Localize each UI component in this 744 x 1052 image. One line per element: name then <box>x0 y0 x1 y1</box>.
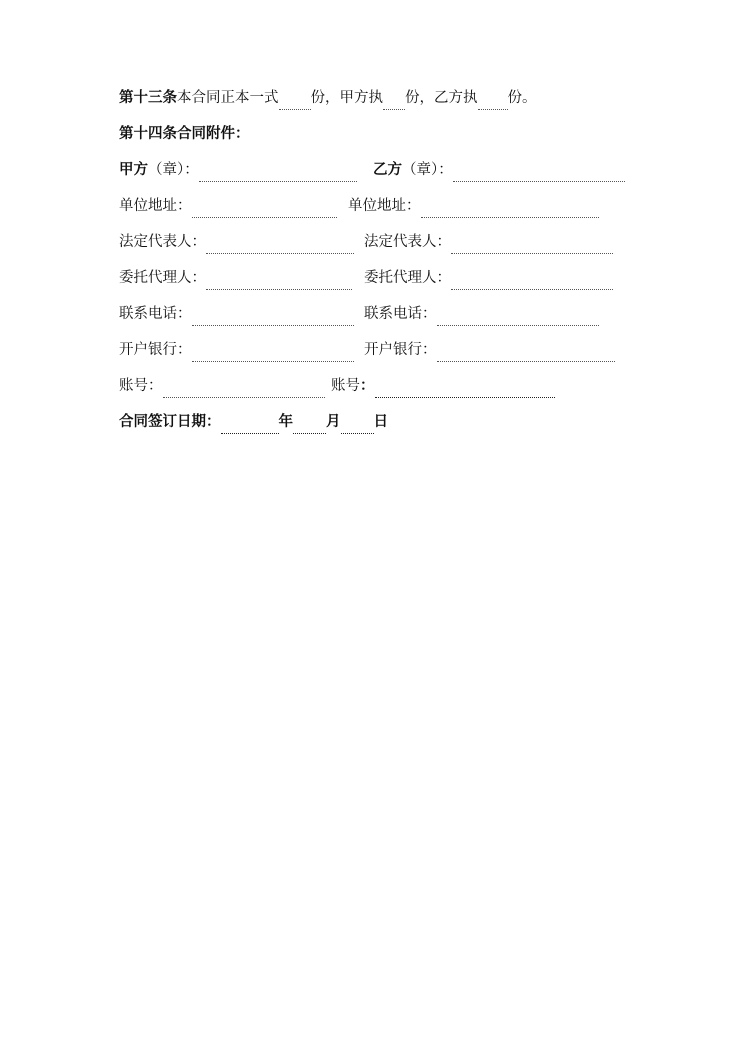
party-b-account-colon: ： <box>360 378 375 394</box>
clause-13-unit-b: 份，乙方执 <box>405 90 478 106</box>
party-b-agent-label: 委托代理人： <box>364 270 451 286</box>
party-a-account-label: 账号： <box>119 378 163 394</box>
party-b-phone-label: 联系电话： <box>364 306 437 322</box>
party-b-address-blank[interactable] <box>421 202 599 218</box>
sign-date-row <box>119 410 388 434</box>
copies-party-a-blank[interactable] <box>383 94 405 110</box>
party-a-legal-rep-label: 法定代表人： <box>119 234 206 250</box>
party-a-agent-row <box>119 266 352 290</box>
party-b-bank-row <box>364 338 615 362</box>
party-a-legal-rep-blank[interactable] <box>206 238 354 254</box>
party-b-account-label: 账号 <box>331 378 360 394</box>
party-b-legal-rep-label: 法定代表人： <box>364 234 451 250</box>
party-b-address-label: 单位地址： <box>348 198 421 214</box>
party-b-phone-blank[interactable] <box>437 310 599 326</box>
party-a-seal-blank[interactable] <box>199 166 357 182</box>
sign-year-blank[interactable] <box>221 418 279 434</box>
party-a-label: 甲方 <box>119 162 148 178</box>
clause-13-unit-c: 份。 <box>507 90 537 106</box>
party-a-bank-label: 开户银行： <box>119 342 192 358</box>
party-a-account-row <box>119 374 325 398</box>
party-b-label: 乙方 <box>373 162 402 178</box>
party-a-seal-row <box>119 158 357 182</box>
party-a-phone-label: 联系电话： <box>119 306 192 322</box>
party-a-legal-rep-row <box>119 230 354 254</box>
party-a-seal: （章）： <box>148 162 199 178</box>
party-a-address-row <box>119 194 337 218</box>
sign-month-blank[interactable] <box>293 418 326 434</box>
sign-day-blank[interactable] <box>341 418 374 434</box>
party-b-address-row <box>348 194 599 218</box>
copies-total-blank[interactable] <box>279 94 311 110</box>
clause-13-unit-a: 份，甲方执 <box>310 90 383 106</box>
clause-13-label: 第十三条 <box>119 90 177 106</box>
copies-party-b-blank[interactable] <box>478 94 508 110</box>
party-b-legal-rep-blank[interactable] <box>451 238 613 254</box>
party-a-agent-label: 委托代理人： <box>119 270 206 286</box>
party-b-phone-row <box>364 302 599 326</box>
clause-13-text: 本合同正本一式 <box>177 90 279 106</box>
party-b-bank-blank[interactable] <box>437 346 615 362</box>
party-b-account-row <box>331 374 555 398</box>
clause-14: 第十四条合同附件： <box>119 126 250 142</box>
party-a-address-blank[interactable] <box>192 202 337 218</box>
party-b-agent-row <box>364 266 613 290</box>
sign-day-label: 日 <box>373 414 388 430</box>
party-a-phone-blank[interactable] <box>192 310 354 326</box>
party-b-account-blank[interactable] <box>375 382 555 398</box>
party-a-agent-blank[interactable] <box>206 274 352 290</box>
party-a-phone-row <box>119 302 354 326</box>
party-b-legal-rep-row <box>364 230 613 254</box>
clause-13 <box>119 86 537 110</box>
sign-month-label: 月 <box>326 414 341 430</box>
sign-date-label: 合同签订日期： <box>119 414 221 430</box>
party-b-bank-label: 开户银行： <box>364 342 437 358</box>
party-a-bank-row <box>119 338 354 362</box>
sign-year-label: 年 <box>278 414 293 430</box>
party-b-seal: （章）： <box>402 162 453 178</box>
party-a-bank-blank[interactable] <box>192 346 354 362</box>
party-b-seal-row <box>373 158 625 182</box>
party-b-agent-blank[interactable] <box>451 274 613 290</box>
party-b-seal-blank[interactable] <box>453 166 625 182</box>
party-a-address-label: 单位地址： <box>119 198 192 214</box>
party-a-account-blank[interactable] <box>163 382 325 398</box>
